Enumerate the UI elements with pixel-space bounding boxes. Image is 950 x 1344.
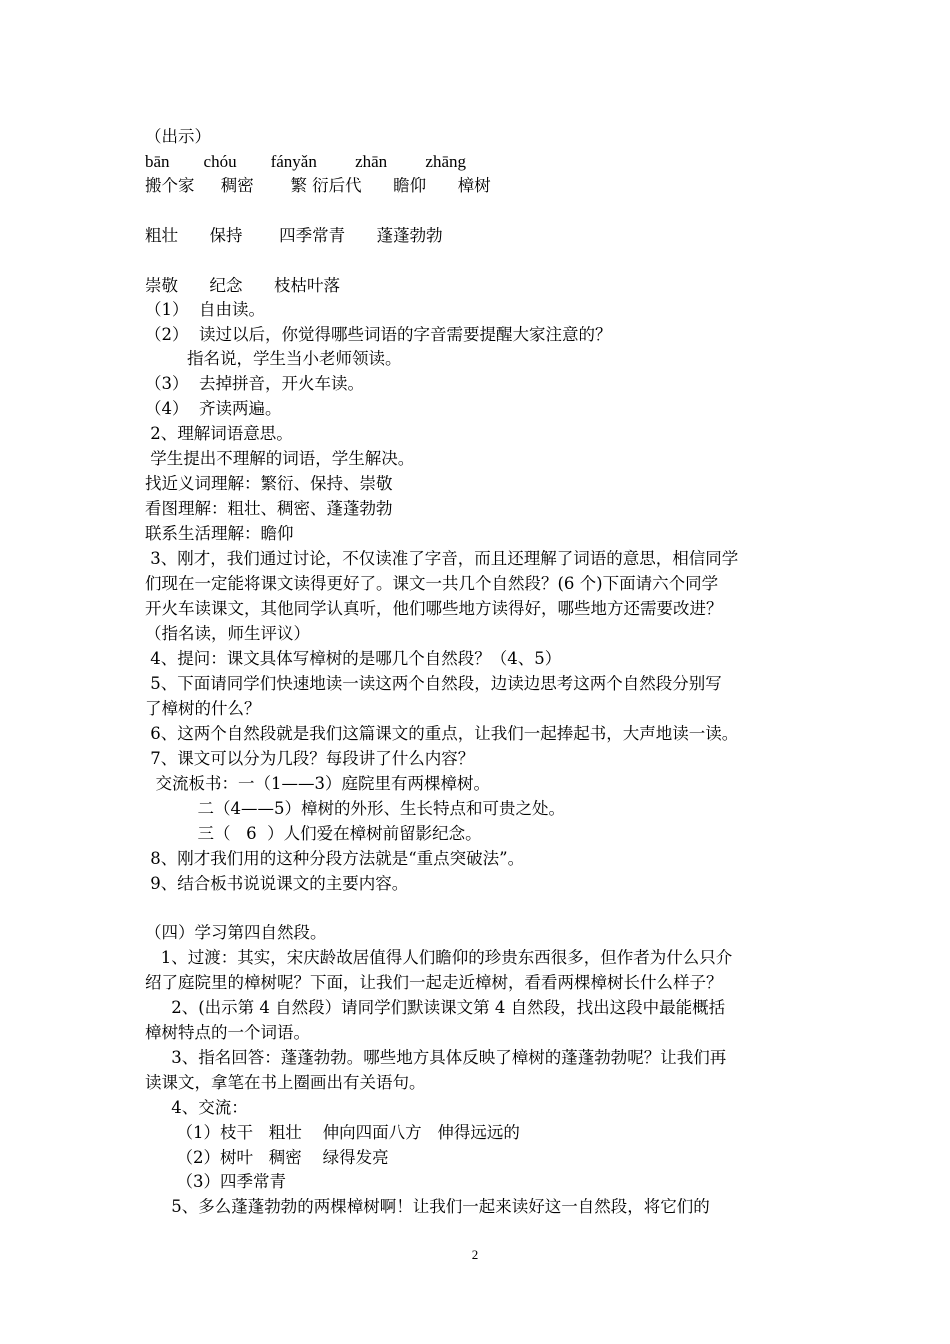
text-line: 2、理解词语意思。	[145, 424, 293, 443]
vocabulary-line: 崇敬 纪念 枝枯叶落	[145, 276, 340, 295]
section-heading: （四）学习第四自然段。	[145, 923, 327, 942]
page-number: 2	[471, 1247, 479, 1262]
text-line: （4） 齐读两遍。	[145, 399, 282, 418]
pinyin-line: bān chóu fányǎn zhān zhāng	[145, 152, 467, 171]
text-line: 开火车读课文，其他同学认真听，他们哪些地方读得好，哪些地方还需要改进？	[145, 599, 723, 618]
text-line: 们现在一定能将课文读得更好了。课文一共几个自然段？(6 个)下面请六个同学	[145, 574, 719, 593]
text-line: 3、指名回答：蓬蓬勃勃。哪些地方具体反映了樟树的蓬蓬勃勃呢？让我们再	[145, 1048, 727, 1067]
text-line: 指名说，学生当小老师领读。	[145, 349, 402, 368]
text-line: 2、(出示第 4 自然段）请同学们默读课文第 4 自然段，找出这段中最能概括	[145, 998, 726, 1017]
vocabulary-line: 粗壮 保持 四季常青 蓬蓬勃勃	[145, 226, 443, 245]
text-line: 4、交流：	[145, 1098, 248, 1117]
list-item: （1）枝干 粗壮 伸向四面八方 伸得远远的	[145, 1123, 520, 1142]
text-line: 5、多么蓬蓬勃勃的两棵樟树啊！让我们一起来读好这一自然段，将它们的	[145, 1197, 710, 1216]
text-line: 看图理解：粗壮、稠密、蓬蓬勃勃	[145, 499, 393, 518]
text-line: 7、课文可以分为几段？每段讲了什么内容？	[145, 749, 475, 768]
text-line: 8、刚才我们用的这种分段方法就是“重点突破法”。	[145, 849, 525, 868]
text-line: （1） 自由读。	[145, 300, 265, 319]
text-line: 6、这两个自然段就是我们这篇课文的重点，让我们一起捧起书，大声地读一读。	[145, 724, 739, 743]
text-line: 了樟树的什么？	[145, 699, 261, 718]
board-summary-line: 三（ 6 ）人们爱在樟树前留影纪念。	[145, 824, 482, 843]
text-line: 读课文，拿笔在书上圈画出有关语句。	[145, 1073, 426, 1092]
text-line: 樟树特点的一个词语。	[145, 1023, 310, 1042]
text-line: （3） 去掉拼音，开火车读。	[145, 374, 364, 393]
text-line: 4、提问：课文具体写樟树的是哪几个自然段？（4、5）	[145, 649, 562, 668]
text-line: 学生提出不理解的词语，学生解决。	[145, 449, 415, 468]
text-line: （出示）	[145, 127, 211, 146]
board-summary-line: 交流板书：一（1——3）庭院里有两棵樟树。	[145, 774, 490, 793]
vocabulary-line: 搬个家 稠密 繁 衍后代 瞻仰 樟树	[145, 176, 491, 195]
text-line: 1、过渡：其实，宋庆龄故居值得人们瞻仰的珍贵东西很多，但作者为什么只介	[145, 948, 733, 967]
text-line: （2） 读过以后，你觉得哪些词语的字音需要提醒大家注意的？	[145, 325, 612, 344]
text-line: 找近义词理解：繁衍、保持、崇敬	[145, 474, 393, 493]
text-line: 9、结合板书说说课文的主要内容。	[145, 874, 409, 893]
board-summary-line: 二（4——5）樟树的外形、生长特点和可贵之处。	[145, 799, 565, 818]
text-line: 绍了庭院里的樟树呢？下面，让我们一起走近樟树，看看两棵樟树长什么样子？	[145, 973, 723, 992]
text-line: 3、刚才，我们通过讨论，不仅读准了字音，而且还理解了词语的意思，相信同学	[145, 549, 739, 568]
list-item: （2）树叶 稠密 绿得发亮	[145, 1148, 389, 1167]
text-line: 联系生活理解：瞻仰	[145, 524, 294, 543]
text-line: 5、下面请同学们快速地读一读这两个自然段，边读边思考这两个自然段分别写	[145, 674, 722, 693]
text-line: （指名读，师生评议）	[145, 624, 310, 643]
list-item: （3）四季常青	[145, 1172, 286, 1191]
